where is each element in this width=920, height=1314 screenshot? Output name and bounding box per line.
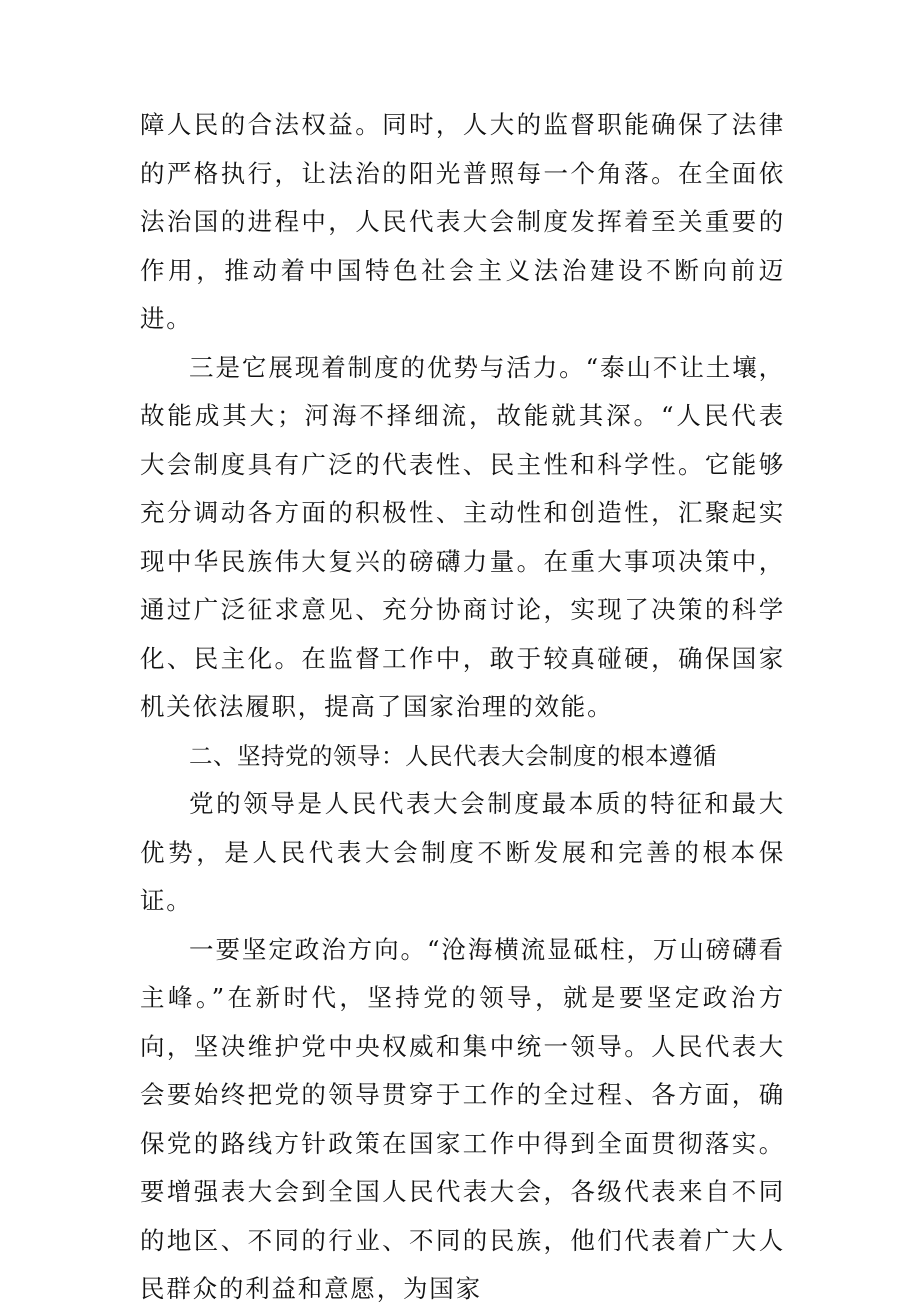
paragraph-third-point: 三是它展现着制度的优势与活力。“泰山不让土壤，故能成其大；河海不择细流，故能就其深。“人民代表大会制度具有广泛的代表性、民主性和科学性。它能够充分调动各方面的积极性、主动性和创造性，汇聚起实现中华民族伟大复兴的磅礴力量。在重大事项决策中，通过广泛征求意见、充分协商讨论，实现了决策的科学化、民主化。在监督工作中，敢于较真碰硬，确保国家机关依法履职，提高了国家治理的效能。	[140, 352, 785, 721]
paragraph-continued: 障人民的合法权益。同时，人大的监督职能确保了法律的严格执行，让法治的阳光普照每一个角落。在全面依法治国的进程中，人民代表大会制度发挥着至关重要的作用，推动着中国特色社会主义法治建设不断向前迈进。	[140, 110, 785, 333]
section-heading: 二、坚持党的领导：人民代表大会制度的根本遵循	[189, 741, 717, 770]
paragraph-party-leadership: 党的领导是人民代表大会制度最本质的特征和最大优势，是人民代表大会制度不断发展和完善的根本保证。	[140, 789, 785, 915]
paragraph-political-direction: 一要坚定政治方向。“沧海横流显砥柱，万山磅礴看主峰。”在新时代，坚持党的领导，就是要坚定政治方向，坚决维护党中央权威和集中统一领导。人民代表大会要始终把党的领导贯穿于工作的全过程、各方面，确保党的路线方针政策在国家工作中得到全面贯彻落实。要增强表大会到全国人民代表大会，各级代表来自不同的地区、不同的行业、不同的民族，他们代表着广大人民群众的利益和意愿，为国家	[140, 934, 785, 1303]
document-body	[140, 101, 785, 1314]
